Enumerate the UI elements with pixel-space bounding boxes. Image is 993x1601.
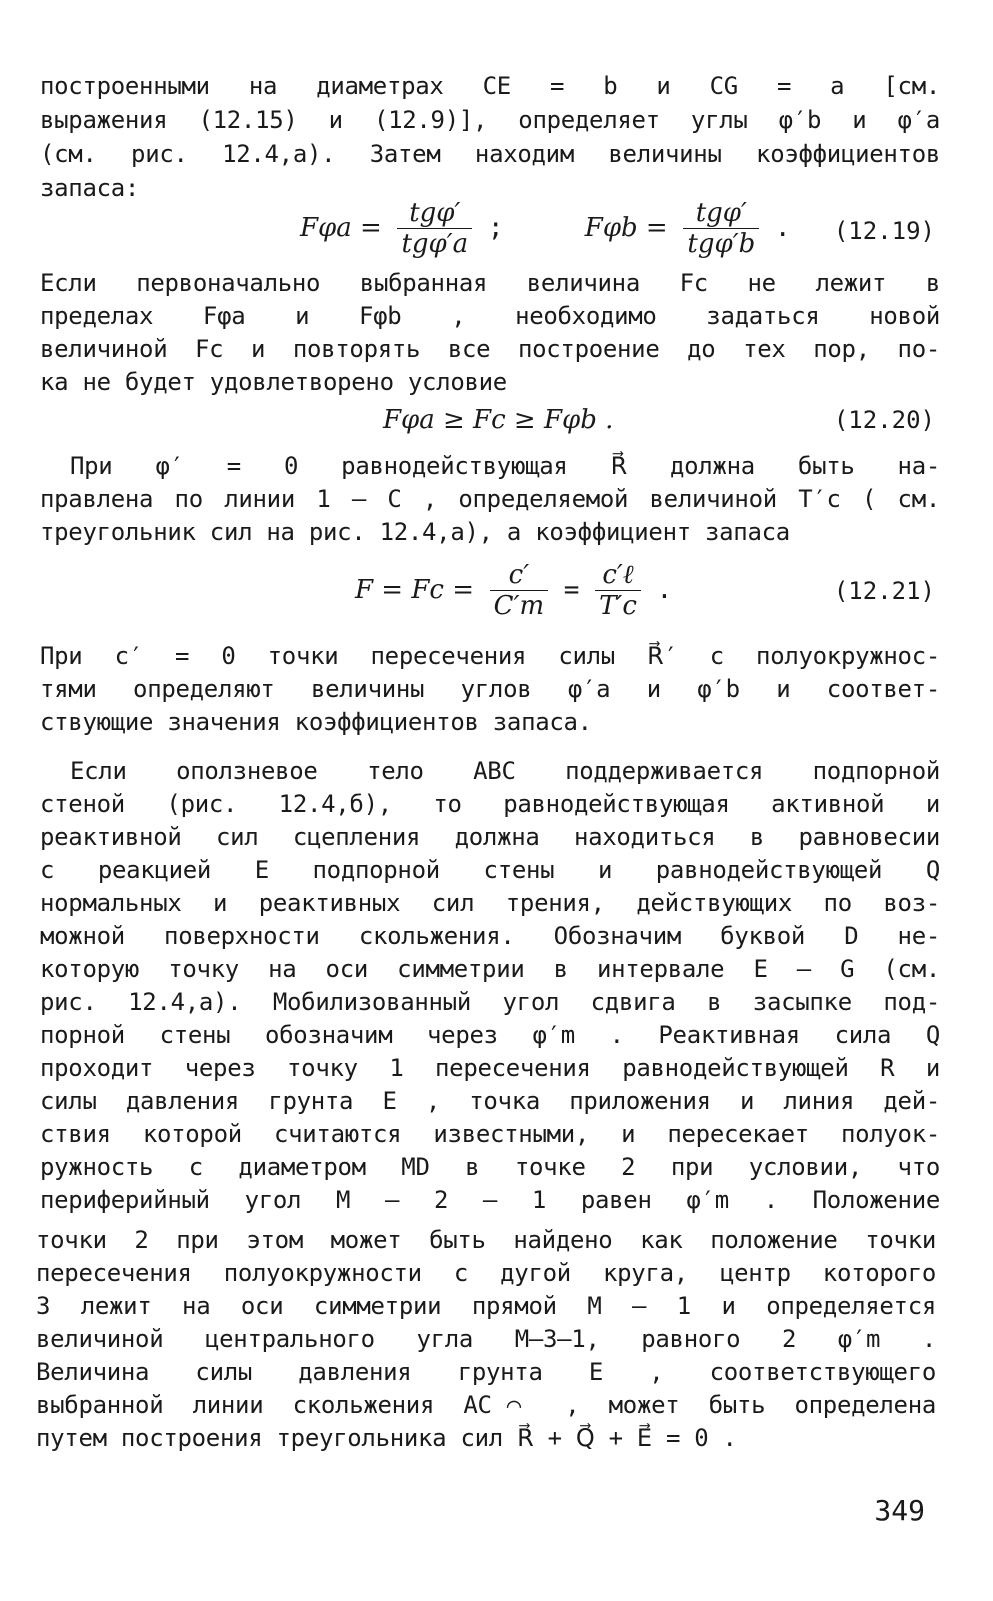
eq-fraction (490, 560, 548, 621)
equation-12-20: Fφa ≥ Fc ≥ Fφb . (383, 405, 614, 435)
eq-equals: = (563, 575, 580, 605)
equation-12-21 (355, 560, 672, 621)
equation-number: (12.20) (833, 406, 935, 434)
eq-tail: . (656, 575, 673, 605)
text-line: нормальных и реактивных сил трения, действующих по воз- (40, 889, 940, 917)
eq-numerator: tgφ′ (397, 198, 472, 229)
eq-lhs: Fφa = (300, 213, 382, 243)
equation-number: (12.21) (833, 577, 935, 605)
page-number: 349 (874, 1494, 925, 1527)
text-line: пределах Fφa и Fφb , необходимо задаться новой (40, 302, 940, 330)
text-line: точки 2 при этом может быть найдено как положение точки (36, 1226, 936, 1254)
text-line: путем построения треугольника сил R⃗ + Q⃗ + E⃗ = 0 . (36, 1424, 737, 1452)
eq-fraction (595, 560, 641, 621)
equation-12-19 (300, 198, 791, 259)
eq-numerator: c′ (490, 560, 548, 591)
eq-numerator: c′ℓ (595, 560, 641, 591)
text-line: Если оползневое тело ABC поддерживается подпорной (70, 757, 940, 785)
text-line: силы давления грунта E , точка приложения и линия дей- (40, 1087, 940, 1115)
eq-denominator: tgφ′b (687, 229, 756, 259)
text-line: При φ′ = 0 равнодействующая R⃗ должна быть на- (70, 452, 940, 480)
text-line: правлена по линии 1 – C , определяемой величиной T′c ( см. (40, 485, 940, 513)
text-line: можной поверхности скольжения. Обозначим буквой D не- (40, 922, 940, 950)
text-line: порной стены обозначим через φ′m . Реактивная сила Q (40, 1021, 940, 1049)
text-line: рис. 12.4,а). Мобилизованный угол сдвига в засыпке под- (40, 988, 940, 1016)
eq-numerator: tgφ′ (683, 198, 759, 229)
text-line: величиной центрального угла M–3–1, равного 2 φ′m . (36, 1325, 936, 1353)
text-line: построенными на диаметрах CE = b и CG = a [см. (40, 72, 940, 100)
eq-denominator: tgφ′a (401, 229, 469, 259)
text-line: 3 лежит на оси симметрии прямой M – 1 и определяется (36, 1292, 936, 1320)
text-line: (см. рис. 12.4,а). Затем находим величины коэффициентов (40, 140, 940, 168)
eq-separator: ; (487, 213, 504, 243)
text-line: стеной (рис. 12.4,б), то равнодействующая активной и (40, 790, 940, 818)
text-line: ствующие значения коэффициентов запаса. (40, 708, 592, 736)
equation-number: (12.19) (833, 217, 935, 245)
text-line: ка не будет удовлетворено условие (40, 368, 507, 396)
text-line: ружность с диаметром MD в точке 2 при условии, что (40, 1153, 940, 1181)
eq-denominator: C′m (493, 591, 545, 621)
text-line: тями определяют величины углов φ′a и φ′b и соответ- (40, 675, 940, 703)
text-line: величиной Fc и повторять все построение до тех пор, по- (40, 335, 940, 363)
text-line: Величина силы давления грунта E , соответствующего (36, 1358, 936, 1386)
text-line: треугольник сил на рис. 12.4,а), а коэффициент запаса (40, 518, 790, 546)
text-line: реактивной сил сцепления должна находиться в равновесии (40, 823, 940, 851)
text-line: проходит через точку 1 пересечения равнодействующей R и (40, 1054, 940, 1082)
text-line: выбранной линии скольжения AC⌒ , может быть определена (36, 1391, 936, 1419)
text-line: При c′ = 0 точки пересечения силы R⃗′ с полуокружнос- (40, 642, 940, 670)
eq-lhs: Fφb = (584, 213, 668, 243)
text-line: периферийный угол M – 2 – 1 равен φ′m . Положение (40, 1186, 940, 1214)
eq-fraction (683, 198, 759, 259)
eq-lhs: F = Fc = (355, 575, 475, 605)
eq-tail: . (774, 213, 791, 243)
text-line: ствия которой считаются известными, и пересекает полуок- (40, 1120, 940, 1148)
text-line: пересечения полуокружности с дугой круга, центр которого (36, 1259, 936, 1287)
eq-denominator: T′c (599, 591, 637, 621)
text-line: с реакцией E подпорной стены и равнодействующей Q (40, 856, 940, 884)
text-line: выражения (12.15) и (12.9)], определяет углы φ′b и φ′a (40, 106, 940, 134)
eq-fraction (397, 198, 472, 259)
text-line: которую точку на оси симметрии в интервале E – G (см. (40, 955, 940, 983)
text-line: запаса: (40, 174, 140, 202)
text-line: Если первоначально выбранная величина Fc не лежит в (40, 269, 940, 297)
